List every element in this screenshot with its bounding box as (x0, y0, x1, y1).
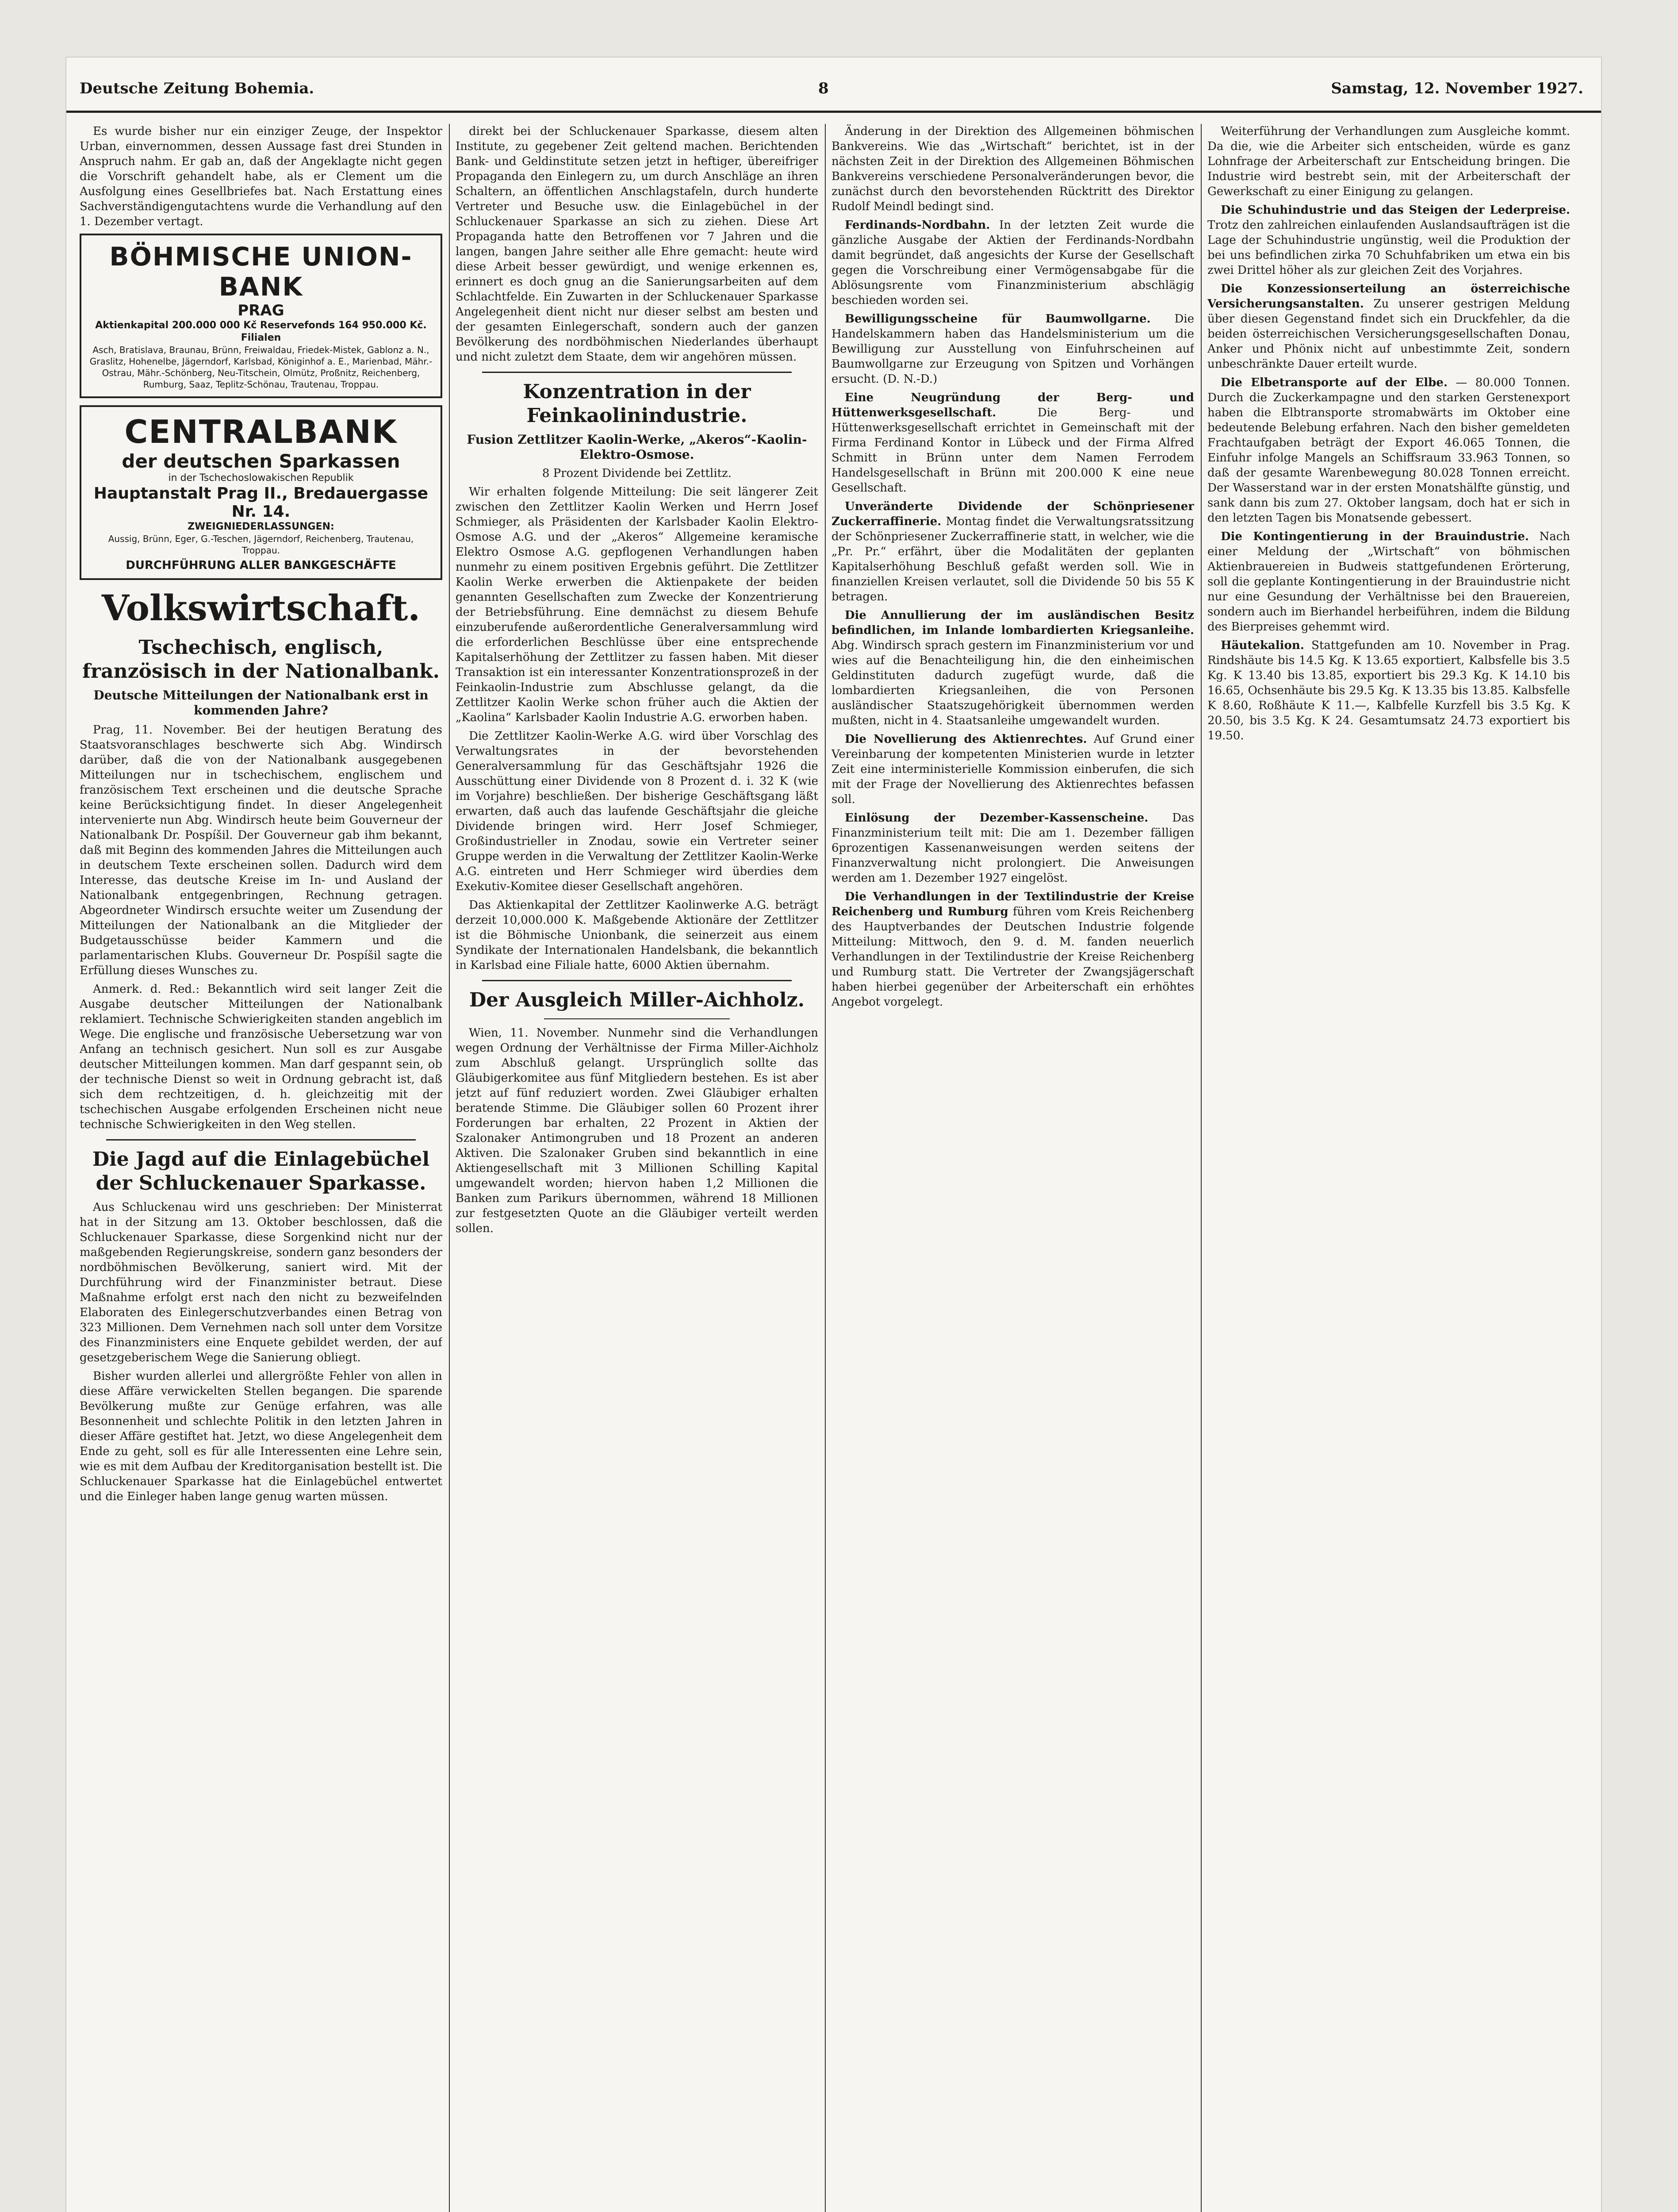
newspaper-name: Deutsche Zeitung Bohemia. (80, 80, 314, 97)
ad-title: BÖHMISCHE UNION-BANK (109, 242, 413, 302)
paragraph-text: führen vom Kreis Reichenberg des Hauptverbandes der Deutschen Industrie folgende Mitteilung: Mittwoch, den 9. d. M. fanden neuerlich Verhandlungen in der Textilindustrie der Kreise Reichenberg und Rumburg statt. Die Vertreter der Zwangsjägerschaft haben hierbei gegenüber der Arbeiterschaft ein erhöhtes Angebot vorgelegt. (831, 905, 1194, 1009)
paragraph-lead: Die Novellierung des Aktienrechtes. (845, 733, 1087, 746)
paragraph-lead: Die Verhandlungen in der Textilindustrie der Kreise Reichenberg und Rumburg (831, 890, 1194, 918)
article-paragraph: Wir erhalten folgende Mitteilung: Die seit längerer Zeit zwischen den Zettlitzer Kaolin Werken und Herrn Josef Schmieger, als Präsidenten der Karlsbader Kaolin Elektro-Osmose A.G. und der „Akeros“ Allgemeine keramische Elektro Osmose A.G. gepflogenen Verhandlungen haben nunmehr zu einem positiven Ergebnis geführt. Die Zettlitzer Kaolin Werke erwerben die Aktienpakete der beiden genannten Gesellschaften zum Zwecke der Konzentrierung der Betriebsführung. Eine demnächst zu diesem Behufe einzuberufende außerordentliche Generalversammlung wird die erforderlichen Beschlüsse über eine entsprechende Kapitalserhöhung der Zettlitzer zu fassen haben. Mit dieser Transaktion ist ein interessanter Konzentrationsprozeß in der Feinkaolin-Industrie zum Abschlusse gelangt, da die Zettlitzer Kaolin Werke schon früher auch die Aktien der „Kaolina“ Karlsbader Kaolin Industrie A.G. erworben haben. (456, 485, 818, 724)
paragraph-text: Zu unserer gestrigen Meldung über diesen Gegenstand findet sich ein Druckfehler, da die beiden österreichischen Versicherungsgesellschaften Donau, Anker und Phönix nicht auf unbestimmte Zeit, sondern unbeschränkte Dauer erteilt wurde. (1207, 297, 1570, 371)
article-paragraph (831, 390, 1194, 495)
article-title: Konzentration in der Feinkaolinindustrie. (523, 380, 751, 427)
column-rule (1201, 124, 1202, 2212)
column-rule (449, 124, 450, 2212)
article-paragraph (831, 311, 1194, 387)
paragraph-lead: Ferdinands-Nordbahn. (845, 219, 990, 232)
page-number: 8 (818, 80, 829, 97)
ad-address: Hauptanstalt Prag II., Bredauergasse Nr. 14. (93, 484, 429, 521)
article-subtitle: Deutsche Mitteilungen der Nationalbank erst in kommenden Jahre? (93, 688, 429, 718)
article-title: Tschechisch, englisch, französisch in der Nationalbank. (82, 636, 440, 683)
paragraph-lead: Die Schuhindustrie und das Steigen der Lederpreise. (1221, 204, 1570, 217)
article-paragraph: Änderung in der Direktion des Allgemeinen böhmischen Bankvereins. Wie das „Wirtschaft“ berichtet, ist in der nächsten Zeit in der Direktion des Allgemeinen Böhmischen Bankvereins verschiedene Personalveränderungen bevor, die zunächst durch den bevorstehenden Rücktritt des Direktor Rudolf Meindl bedingt sind. (831, 125, 1194, 213)
paragraph-text: Trotz den zahlreichen einlaufenden Auslandsaufträgen ist die Lage der Schuhindustrie ungünstig, weil die Produktion der bei uns befindlichen zirka 70 Schuhfabriken um etwa ein bis zwei Drittel höher als zur gleichen Zeit des Vorjahres. (1207, 219, 1570, 277)
article-subtitle: 8 Prozent Dividende bei Zettlitz. (542, 467, 732, 480)
paragraph-lead: Die Kontingentierung in der Brauindustrie. (1221, 530, 1529, 543)
article-subtitle: Fusion Zettlitzer Kaolin-Werke, „Akeros“-Kaolin-Elektro-Osmose. (467, 432, 807, 462)
paragraph-text: Auf Grund einer Vereinbarung der kompetenten Ministerien wurde in letzter Zeit eine interministerielle Kommission einberufen, die sich mit der Frage der Novellierung des Aktienrechtes befassen soll. (831, 733, 1194, 806)
paragraph-lead: Die Konzessionserteilung an österreichische Versicherungsanstalten. (1207, 282, 1570, 311)
paragraph-text: Das Finanzministerium teilt mit: Die am 1. Dezember fälligen 6prozentigen Kassenanweisungen werden seitens der Finanzverwaltung nicht prolongiert. Die Anweisungen werden am 1. Dezember 1927 eingelöst. (831, 811, 1194, 885)
column-2 (456, 124, 818, 2212)
paragraph-lead: Die Elbetransporte auf der Elbe. (1221, 376, 1448, 389)
separator (544, 1018, 730, 1019)
article-paragraph (831, 810, 1194, 886)
article-paragraph (1207, 375, 1570, 526)
column-4 (1207, 124, 1570, 2212)
column-rule (825, 124, 826, 2212)
paragraph-lead: Bewilligungsscheine für Baumwollgarne. (845, 312, 1151, 326)
separator (482, 372, 792, 373)
paragraph-lead: Häutekalion. (1221, 639, 1304, 652)
paragraph-text: In der letzten Zeit wurde die gänzliche Ausgabe der Aktien der Ferdinands-Nordbahn damit begründet, daß angesichts der Kurse der Gesellschaft gegen die Vorschreibung einer Vermögensabgabe für die Ablösungsrente vom Finanzministerium abschlägig beschieden worden sei. (831, 219, 1194, 307)
article-paragraph (831, 889, 1194, 1010)
ad-branches: Asch, Bratislava, Braunau, Brünn, Freiwaldau, Friedek-Mistek, Gablonz a. N., Graslitz, Hohenelbe, Jägerndorf, Karlsbad, Königinhof a. E., Marienbad, Mähr.-Ostrau, Mähr.-Schönberg, Neu-Titschein, Olmütz, Proßnitz, Reichenberg, Rumburg, Saaz, Teplitz-Schönau, Trautenau, Troppau. (89, 345, 433, 390)
article-paragraph: Aus Schluckenau wird uns geschrieben: Der Ministerrat hat in der Sitzung am 13. Oktober beschlossen, daß die Schluckenauer Sparkasse, diese Sorgenkind nicht nur der maßgebenden Regierungskreise, sondern ganz besonders der nordböhmischen Bevölkerung, saniert wird. Mit der Durchführung wird der Finanzminister betraut. Diese Maßnahme erfolgt erst nach den nicht zu bezweifelnden Elaboraten des Einlegerschutzverbandes einen Betrag von 323 Millionen. Dem Vernehmen nach soll unter dem Vorsitze des Finanzministers eine Enquete gebildet werden, der auf gesetzgeberischem Wege die Sanierung obliegt. (80, 1201, 442, 1364)
ad-subtitle: der deutschen Sparkassen (122, 450, 400, 472)
paragraph-text: Abg. Windirsch sprach gestern im Finanzministerium vor und wies auf die Benachteiligung hin, die den einheimischen Geldinstituten dadurch zugefügt wurde, daß die lombardierten Kriegsanleihen, die von Personen ausländischer Staatszugehörigkeit übernommen werden mußten, nicht in 4. Staatsanleihe umgewandelt wurden. (831, 639, 1194, 727)
article-paragraph: direkt bei der Schluckenauer Sparkasse, diesem alten Institute, zu gegebener Zeit geltend machen. Berichtenden Bank- und Geldinstitute setzen jetzt in heftiger, übereifriger Propaganda den Einlegern zu, um durch Anschläge an ihren Schaltern, an öffentlichen Anschlagstafeln, durch hunderte Vertreter und Besuche usw. die Einlagebüchel in der Schluckenauer Sparkasse an sich zu ziehen. Diese Art Propaganda hatte den Betroffenen vor 7 Jahren und die langen, bangen Jahre seither alle Ehre gemacht: heute wird diese Arbeit besser gewürdigt, und wenige erkennen es, erinnert es doch gnug an die Sanierungsarbeiten auf dem Schlachtfelde. Ein Zuwarten in der Schluckenauer Sparkasse Angelegenheit dient nicht nur dieser selbst am besten und der gesamten Einlegerschaft, sondern auch der ganzen Bevölkerung des nordböhmischen Niederlandes überhaupt und nicht zuletzt dem Staate, dem wir angehören müssen. (456, 125, 818, 364)
ad-branches-label: Filialen (241, 332, 281, 343)
ad-footer: DURCHFÜHRUNG ALLER BANKGESCHÄFTE (126, 559, 396, 572)
column-3 (831, 124, 1194, 2212)
article-paragraph: Das Aktienkapital der Zettlitzer Kaolinwerke A.G. beträgt derzeit 10,000.000 K. Maßgebende Aktionäre der Zettlitzer ist die Böhmische Unionbank, die seinerzeit aus einem Syndikate der Internationalen Handelsbank, die bekanntlich in Karlsbad eine Filiale hatte, 6000 Aktien übernahm. (456, 899, 818, 972)
paragraph-lead: Die Annullierung der im ausländischen Besitz befindlichen, im Inlande lombardierten Kriegsanleihe. (831, 609, 1194, 637)
article-title: Der Ausgleich Miller-Aichholz. (469, 989, 805, 1011)
ad-centralbank (80, 405, 442, 580)
article-paragraph (1207, 529, 1570, 634)
intro-paragraph: Es wurde bisher nur ein einziger Zeuge, der Inspektor Urban, einvernommen, dessen Aussage fast drei Stunden in Anspruch nahm. Er gab an, daß der Angeklagte nicht gegen die Vorschrift gehandelt habe, als er Clement um die Ausfolgung eines Gesellbriefes bat. Nach Erstattung eines Sachverständigengutachtens wurde die Verhandlung auf den 1. Dezember vertagt. (80, 125, 442, 228)
paragraph-text: Montag findet die Verwaltungsratssitzung der Schönpriesener Zuckerraffinerie statt, in welcher, wie die „Pr. Pr.“ erfährt, über die Modalitäten der geplanten Kapitalserhöhung Beschluß gefaßt werden soll. Wie in finanziellen Kreisen verlautet, soll die Dividende 50 bis 55 K betragen. (831, 515, 1194, 603)
article-title: Die Jagd auf die Einlagebüchel der Schluckenauer Sparkasse. (92, 1148, 430, 1194)
article-paragraph (831, 218, 1194, 308)
paragraph-text: — 80.000 Tonnen. Durch die Zuckerkampagne und den starken Gerstenexport haben die Elbtransporte stromabwärts im Oktober eine bedeutende Belebung erfahren. Nach den bisher gemeldeten Frachtaufgaben beträgt der Export 46.065 Tonnen, die Einfuhr infolge Mangels an Schiffsraum 33.963 Tonnen, so daß der gesamte Warenbewegung 80.028 Tonnen erreicht. Der Wasserstand war in der ersten Monatshälfte günstig, und sank dann bis zum 27. Oktober langsam, doch hat er sich in den letzten Tagen bis Monatsende gebessert. (1207, 376, 1570, 525)
ad-branches-label: ZWEIGNIEDERLASSUNGEN: (188, 521, 334, 532)
article-paragraph: Bisher wurden allerlei und allergrößte Fehler von allen in diese Affäre verwickelten Stellen begangen. Die sparende Bevölkerung mußte zur Genüge erfahren, was alle Besonnenheit und schlechte Politik in den letzten Jahren in dieser Affäre gestiftet hat. Jetzt, wo diese Angelegenheit dem Ende zu geht, soll es für alle Interessenten eine Lehre sein, wie es mit dem Aufbau der Kreditorganisation bestellt ist. Die Schluckenauer Sparkasse hat die Einlagebüchel entwertet und die Einleger haben lange genug warten müssen. (80, 1370, 442, 1503)
ad-title: CENTRALBANK (124, 413, 398, 450)
article-paragraph: Anmerk. d. Red.: Bekanntlich wird seit langer Zeit die Ausgabe deutscher Mitteilungen der Nationalbank reklamiert. Technische Schwierigkeiten standen angeblich im Wege. Die englische und französische Uebersetzung war von Anfang an technisch gesichert. Nun soll es zur Ausgabe deutscher Mitteilungen kommen. Man darf gespannt sein, ob der technische Dienst so weit in Ordnung gebracht ist, daß sich dem rechtzeitigen, d. h. gleichzeitig mit der tschechischen Ausgabe erfolgenden Erscheinen nicht neue technische Schwierigkeiten in den Weg stellen. (80, 983, 442, 1131)
ad-city: PRAG (238, 302, 284, 319)
newspaper-page (66, 58, 1601, 2212)
paragraph-text: Die Berg- und Hüttenwerksgesellschaft errichtet in Gemeinschaft mit der Firma Ferdinand Kontor in Lübeck und der Firma Alfred Schmitt in Brünn unter dem Namen Ferrodem Handelsgesellschaft in Brünn mit 200.000 K eine neue Gesellschaft. (831, 406, 1194, 495)
ad-country: in der Tschechoslowakischen Republik (168, 472, 354, 484)
article-paragraph: Die Zettlitzer Kaolin-Werke A.G. wird über Vorschlag des Verwaltungsrates in der bevorstehenden Generalversammlung für das Geschäftsjahr 1926 die Ausschüttung einer Dividende von 8 Prozent d. i. 32 K (wie im Vorjahre) beschließen. Der bisherige Geschäftsgang läßt erwarten, daß auch das laufende Geschäftsjahr die gleiche Dividende bringen wird. Herr Josef Schmieger, Großindustrieller in Znodau, sowie ein Vertreter seiner Gruppe werden in die Verwaltung der Zettlitzer Kaolin-Werke A.G. eintreten und Herr Schmieger wird überdies dem Exekutiv-Komitee dieser Gesellschaft angehören. (456, 730, 818, 893)
section-heading: Volkswirtschaft. (101, 587, 421, 629)
column-1 (80, 124, 442, 2212)
article-paragraph (1207, 638, 1570, 743)
paragraph-text: Stattgefunden am 10. November in Prag. Rindshäute bis 14.5 Kg. K 13.65 exportiert, Kalbsfelle bis 3.5 Kg. K 13.40 bis 13.85, exportiert bis 29.3 Kg. K 14.10 bis 16.65, Ochsenhäute bis 29.5 Kg. K 13.35 bis 13.85. Kalbsfelle K 8.60, Roßhäute K 11.—, Kalbfelle Kurzfell bis 3.5 Kg. K 20.50, bis 3.5 Kg. K 24. Gesamtumsatz 24.73 exportiert bis 19.50. (1207, 639, 1570, 742)
paragraph-lead: Unveränderte Dividende der Schönpriesener Zuckerraffinerie. (831, 500, 1194, 528)
ad-branches: Aussig, Brünn, Eger, G.-Teschen, Jägerndorf, Reichenberg, Trautenau, Troppau. (108, 534, 414, 556)
paragraph-text: Die Handelskammern haben das Handelsministerium um die Bewilligung zur Ausstellung von Einfuhrscheinen auf Baumwollgarne zur Erzeugung von Spitzen und Vorhängen ersucht. (D. N.-D.) (831, 312, 1194, 386)
article-paragraph: Wien, 11. November. Nunmehr sind die Verhandlungen wegen Ordnung der Verhältnisse der Firma Miller-Aichholz zum Abschluß gelangt. Ursprünglich sollte das Gläubigerkomitee aus fünf Mitgliedern bestehen. Es ist aber jetzt auf fünf reduziert worden. Zwei Gläubiger erhalten beratende Stimme. Die Gläubiger sollen 60 Prozent ihrer Forderungen bar erhalten, 22 Prozent in Aktien der Szalonaker Antimongruben und 18 Prozent an anderen Aktiven. Die Szalonaker Gruben sind bekanntlich in eine Aktiengesellschaft mit 3 Millionen Schilling Kapital umgewandelt worden; hiervon haben 1,2 Millionen die Banken zum Parikurs übernommen, während 18 Millionen zur festgesetzten Quote an die Gläubiger verteilt werden sollen. (456, 1026, 818, 1235)
article-paragraph (831, 608, 1194, 728)
separator (482, 980, 792, 981)
paragraph-lead: Eine Neugründung der Berg- und Hüttenwerksgesellschaft. (831, 391, 1194, 419)
separator (106, 1139, 416, 1141)
article-paragraph (831, 499, 1194, 604)
article-paragraph (1207, 281, 1570, 372)
masthead-bar (66, 75, 1601, 113)
issue-date: Samstag, 12. November 1927. (1331, 80, 1583, 97)
article-paragraph (831, 732, 1194, 807)
ad-capital: Aktienkapital 200.000 000 Kč Reservefonds 164 950.000 Kč. (95, 320, 427, 331)
article-paragraph: Weiterführung der Verhandlungen zum Ausgleiche kommt. Da die, wie die Arbeiter sich entscheiden, würde es ganz Lohnfrage der Arbeiterschaft zur Entscheidung bringen. Die Industrie wird bestrebt sein, mit der Arbeiterschaft der Gewerkschaft zu einer Einigung zu gelangen. (1207, 125, 1570, 198)
article-paragraph (1207, 203, 1570, 278)
article-paragraph: Prag, 11. November. Bei der heutigen Beratung des Staatsvoranschlages beschwerte sich Abg. Windirsch darüber, daß die von der Nationalbank ausgegebenen Mitteilungen nur in tschechischem, englischem und französischem Text erscheinen und die deutsche Sprache keine Berücksichtigung findet. In dieser Angelegenheit intervenierte nun Abg. Windirsch heute beim Gouverneur der Nationalbank Dr. Pospíšil. Der Gouverneur gab ihm bekannt, daß mit Beginn des kommenden Jahres die Mitteilungen auch in deutschem Texte erscheinen sollen. Dadurch wird dem Interesse, das deutsche Kreise im In- und Ausland der Nationalbank entgegenbringen, Rechnung getragen. Abgeordneter Windirsch ersuchte weiter um Zusendung der Mitteilungen der Nationalbank an die Mitglieder der Budgetausschüsse beider Kammern und die parlamentarischen Klubs. Gouverneur Dr. Pospíšil sagte die Erfüllung dieses Wunsches zu. (80, 723, 442, 977)
ad-boehmische-union-bank (80, 234, 442, 398)
paragraph-lead: Einlösung der Dezember-Kassenscheine. (845, 811, 1149, 825)
paragraph-text: Nach einer Meldung der „Wirtschaft“ von böhmischen Aktienbrauereien in Budweis stattgefundenen Erörterung, soll die geplante Kontingentierung in der Brauindustrie nicht nur eine Gesundung der Verhältnisse bei den Brauereien, sondern auch im Bierhandel herbeiführen, indem die Bildung des Bierpreises gehemmt wird. (1207, 530, 1570, 634)
